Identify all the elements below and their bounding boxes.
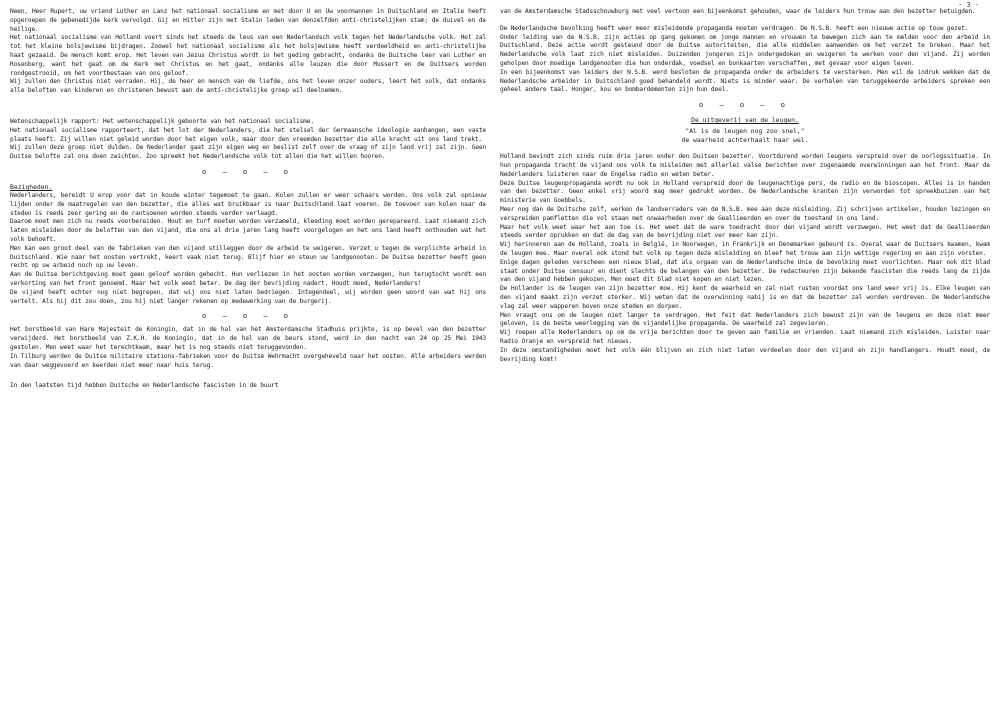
paragraph: Wij zullen den Christus niet verraden. Hij, de heer en mensch van de liefde, ons het leven onzer ouders, leert het volk, dat ondanks alle beloften van kinderen en christenen bewust aan de anti-christelijke groep wil deelnemen. — [10, 78, 486, 95]
paragraph: Men kan een groot deel van de fabrieken van den vijand stilleggen door de arbeid te weigeren. Verzet u tegen de verplichte arbeid in Duitschland. Wie naar het oosten vertrekt, keert vaak niet terug. Blijf hier en steun uw landgenooten. De Duitse bezetter heeft geen recht op uw arbeid noch op uw leven. — [10, 244, 486, 270]
right-column — [500, 8, 990, 364]
paragraph: De Hollander is de leugen van zijn bezetter moe. Hij kent de waarheid en zal niet rusten voordat ons land weer vrij is. Elke leugen van den vijand maakt zijn verzet sterker. Wij weten dat de overwinning nabij is en dat de bezetter zal worden verdreven. De Nederlandsche vlag zal weer wapperen boven onze steden en dorpen. — [500, 285, 990, 310]
epigraph — [500, 127, 990, 145]
paragraph: In den laatsten tijd hebben Duitsche en Nederlandsche fascisten in de buurt — [10, 382, 279, 390]
paragraph: In een bijeenkomst van leiders der N.S.B. werd besloten de propaganda onder de arbeiders te versterken. Men wil de indruk wekken dat de Nederlandsche arbeider in Duitschland goed behandeld wordt. Niets is minder waar. De verhalen van teruggekeerde arbeiders spreken een geheel andere taal. Honger, kou en bombardementen zijn hun deel. — [500, 68, 990, 94]
paragraph: Aan de Duitse berichtgeving moet geen geloof worden gehecht. Hun verliezen in het oosten worden verzwegen, hun terugtocht wordt een verkorting van het front genoemd. Maar het volk weet beter. De dag der bevrijding nadert. Houdt moed, Nederlanders! — [10, 271, 486, 287]
paragraph: Holland bevindt zich sinds ruim drie jaren onder den Duitsen bezetter. Voortdurend worden leugens verspreid over de oorlogssituatie. In hun propaganda tracht de vijand ons volk te misleiden met allerlei valse berichten over zogenaamde overwinningen aan het front. Maar de Nederlanders luisteren naar de Engelse radio en weten beter. — [500, 153, 990, 178]
epigraph-line: de waarheid achterhaalt haar wel. — [681, 136, 809, 145]
section-separator: o — o — o — [699, 101, 791, 110]
paragraph: Men vraagt ons om de leugen niet langer te verdragen. Het feit dat Nederlanders zich bewust zijn van de leugens en deze niet meer geloven, is de beste weerlegging van de vijandelijke propaganda. De waarheid zal zegevieren. — [500, 311, 990, 328]
paragraph: Wij zullen deze groep niet dulden. De Nederlander gaat zijn eigen weg en beslist zelf over de vraag of zijn land vrij zal zijn. Geen Duitse belofte zal ons doen zwichten. Zoo spreekt het Nederlandsche volk tot allen die het willen hooren. — [10, 144, 486, 161]
section-separator: o — o — o — [202, 312, 294, 321]
paragraph: Maar het volk weet waar het aan toe is. Het weet dat de ware toedracht door den vijand wordt verzwegen. Het weet dat de Geallieerden steeds verder oprukken en dat de dag van de bevrijding niet ver meer kan zijn. — [500, 223, 990, 240]
paragraph: Daarom moet men zich nu reeds voorbereiden. Hout en turf moeten worden verzameld, kleeding moet worden gerepareerd. Laat niemand zich laten misleiden door de beloften van den vijand, die ons al drie jaren lang heeft voorgelogen en het ons land heeft onthouden wat het volk behoeft. — [10, 218, 486, 243]
paragraph: Neen, Heer Rupert, uw vriend Luther en Lanz het nationaal socialisme en met door U en Uw voormannen in Duitschland en Italie heeft opgeroepen de gebenedijde kerk vervolgd. Gij en Hitler zijn met Stalin leden van denzelfden anti-christelijken stam; de duivel en de heilige. — [10, 8, 486, 33]
paragraph: Enige dagen geleden verscheen een nieuw blad, dat als orgaan van de Nederlandsche Unie de bevolking moet voorlichten. Maar ook dit blad staat onder Duitse censuur en dient slechts de belangen van den bezetter. De redacteuren zijn bekende fascisten die reeds lang de zijde van den vijand hebben gekozen. Men moet dit blad niet kopen en niet lezen. — [500, 258, 990, 284]
left-column — [10, 8, 486, 391]
section-heading: De uitgeverij van de leugen. — [691, 116, 799, 125]
page-number: - 3 - — [958, 1, 980, 9]
paragraph: Het nationaal socialisme van Holland voert sinds het steeds de leus van een Nederlandsch volk tegen het Nederlandsche volk. Het zal tot het kleine bolsjewisme bijdragen. Zoowel het nationaal socialisme als het bolsjewisme heeft verdeeldheid en anti-christelijke haat gezaaid. De mensch komt erop. Het leven van Jezus Christus wordt in het geding gebracht, ondanks de Duitsche leer van Luther en Rosenberg, want het gaat om de Kerk met Christus en het gaat, ondanks alle leuzen die door Mussert en de Duitsers worden rondgestrooid, om het voortbestaan van ons geloof. — [10, 34, 486, 77]
section-heading: Bezigheden. — [10, 182, 53, 191]
epigraph-line: "Al is de leugen nog zoo snel," — [685, 127, 805, 136]
paragraph: Meer nog dan de Duitsche zelf, werken de landverraders van de N.S.B. mee aan deze misleiding. Zij schrijven artikelen, houden lezingen en verspreiden pamfletten die vol staan met onwaarheden over de Geallieerden en over de toestand in ons land. — [500, 205, 990, 222]
paragraph: De vijand heeft echter nog niet begrepen, dat wij ons niet laten bedriegen. Integendeel, wij worden geen woord van wat hij ons vertelt. Als hij dit zou doen, zou hij niet langer rekenen op medewerking van de burgerij. — [10, 288, 486, 305]
paragraph: van de Amsterdamsche Stadsschouwburg met veel vertoon een bijeenkomst gehouden, waar de leiders hun trouw aan den bezetter betuigden. — [500, 8, 976, 15]
paragraph: In Tilburg werden de Duitse militaire stations-fabrieken voor de Duitse Wehrmacht overgeheveld naar het oosten. Alle arbeiders werden van daar weggevoerd en keerden niet meer naar huis terug. — [10, 352, 486, 369]
paragraph: Nederlanders, bereidt U erop voor dat in koude winter tegemoet te gaan. Kolen zullen er weer schaars worden. Ons volk zal opnieuw lijden onder de maatregelen van den bezetter, die alles wat bruikbaar is naar Duitschland laat voeren. De toevoer van kolen naar de steden is reeds zeer gering en de rantsoenen worden steeds verder verlaagd. — [10, 191, 486, 217]
paragraph: Het borstbeeld van Hare Majesteit de Koningin, dat in de hal van het Amsterdamsche Stadhuis prijkte, is op bevel van den bezetter verwijderd. Het borstbeeld van Z.K.H. de Koningin, dat in de hal van de beurs stond, werd in den nacht van 24 op 25 Mei 1943 gestolen. Men weet waar het terechtkwam, maar het is nog steeds niet teruggevonden. — [10, 326, 486, 351]
paragraph: Wetenschappelijk rapport: Het wetenschappelijk geboorte van het nationaal socialisme. — [10, 117, 314, 125]
paragraph: Wij herinneren aan de Holland, zoals in België, in Noorwegen, in Frankrijk en Denemarken gebeurd is. Overal waar de Duitsers kwamen, kwam de leugen mee. Maar overal ook stond het volk op tegen deze misleiding en bleef het trouw aan zijn wettige regering en aan zijn vorsten. — [500, 241, 990, 257]
paragraph: De Nederlandsche bevolking heeft weer meer misleidende propaganda moeten verdragen. De N.S.B. heeft een nieuwe actie op touw gezet. — [500, 24, 969, 32]
paragraph: In deze omstandigheden moet het volk één blijven en zich niet laten verdeelen door den vijand en zijn handlangers. Houdt moed, de bevrijding komt! — [500, 346, 990, 363]
paragraph: Onder leiding van de N.S.B. zijn acties op gang gekomen om jonge mannen en vrouwen te bewegen zich aan te melden voor den arbeid in Duitschland. Deze actie wordt gesteund door de Duitse autoriteiten, die alle middelen aanwenden om het verzet te breken. Maar het Nederlandsche volk laat zich niet misleiden. Duizenden jongeren zijn ondergedoken en weigeren te werken voor den vijand. Zij worden geholpen door moedige landgenooten die hun onderdak, voedsel en bonkaarten verschaffen, met gevaar voor eigen leven. — [500, 33, 990, 67]
section-separator: o — o — o — [202, 167, 294, 176]
paragraph: Wij roepen alle Nederlanders op om de vrije berichten door te geven aan familie en vrienden. Laat niemand zich misleiden. Luister naar Radio Oranje en verspreid het nieuws. — [500, 329, 990, 345]
paragraph: Het nationaal socialisme rapporteert, dat het lot der Nederlanders, die het stelsel der Germaansche ideologie aanhangen, een vaste plaats heeft. Zij willen niet geleid worden door het eigen volk, maar door den vreemden bezetter die alle kracht uit ons land trekt. — [10, 126, 486, 143]
paragraph: Deze Duitse leugenpropaganda wordt nu ook in Holland verspreid door de leugenachtige pers, de radio en de bioscopen. Alles is in handen van den bezetter. Geen enkel vrij woord mag meer gedrukt worden. De Nederlandsche kranten zijn verworden tot spreekbuizen van het ministerie van Goebbels. — [500, 179, 990, 205]
